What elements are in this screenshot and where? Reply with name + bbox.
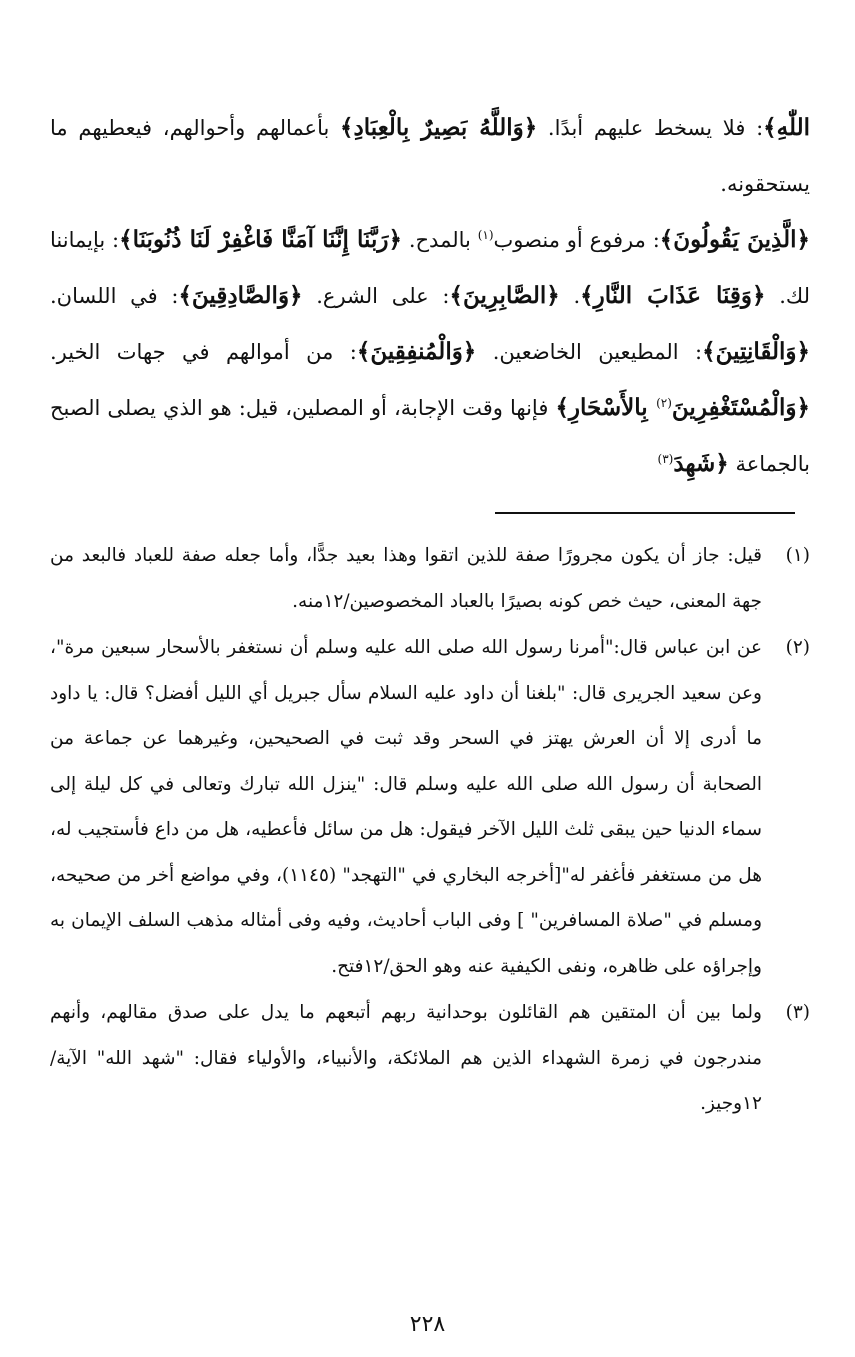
commentary-text: بأعمالهم وأحوالهم، فيعطيهم ما يستحقونه.: [50, 116, 810, 196]
quran-quote: ﴿وَالْقَانِتِينَ﴾: [702, 338, 811, 365]
footnote-text: عن ابن عباس قال:"أمرنا رسول الله صلى الله عليه وسلم أن نستغفر بالأسحار سبعين مرة"، وعن سعيد الجريرى قال: "بلغنا أن داود عليه السلام سأل جبريل أي الليل أفضل؟ قال: يا داود ما أدرى إلا أن العرش يهتز في السحر وقد ثبت في الصحيحين، وغيرهما عن جماعة من الصحابة أن رسول الله صلى الله عليه وسلم قال: "ينزل الله تبارك وتعالى في كل ليلة إلى سماء الدنيا حين يبقى ثلث الليل الآخر فيقول: هل من سائل فأعطيه، هل من داع فأستجيب له، هل من مستغفر فأغفر له"[أخرجه البخاري في "التهجد" (١١٤٥)، وفي مواضع أخر من صحيحه، ومسلم في "صلاة المسافرين" ] وفى الباب أحاديث، وفيه وفى أمثاله مذهب السلف الإيمان به وإجراؤه على ظاهره، ونفى الكيفية عنه وهو الحق/١٢فتح.: [50, 637, 762, 977]
commentary-text: : من أموالهم في جهات الخير.: [50, 340, 357, 364]
quran-quote: اللّٰهِ﴾: [763, 114, 810, 141]
quran-quote: ﴿وَالْمُنفِقِينَ﴾: [356, 338, 477, 365]
quran-quote: ﴿وَالْمُسْتَغْفِرِينَ: [671, 394, 810, 421]
footnote-item: [50, 625, 810, 989]
commentary-text: : في اللسان.: [50, 284, 179, 308]
footnote-marker: (٢): [656, 396, 672, 410]
footnote-separator: [495, 512, 795, 514]
quran-quote: ﴿شَهِدَ: [673, 450, 729, 477]
paragraph-1: [50, 100, 810, 212]
commentary-text: : على الشرع.: [302, 284, 450, 308]
quran-quote: ﴿وَاللَّهُ بَصِيرٌ بِالْعِبَادِ﴾: [340, 114, 538, 141]
quran-quote: بِالأَسْحَارِ﴾: [555, 394, 657, 421]
quran-quote: ﴿وَقِنَا عَذَابَ النَّارِ﴾: [580, 282, 766, 309]
commentary-text: : فلا يسخط عليهم أبدًا.: [537, 116, 764, 140]
commentary-text: : بإيماننا لك.: [50, 228, 810, 308]
footnote-item: [50, 533, 810, 624]
footnote-number: (١): [785, 545, 810, 566]
quran-quote: ﴿الصَّابِرِينَ﴾: [449, 282, 560, 309]
main-text: [50, 100, 810, 492]
footnotes: [50, 533, 810, 1128]
quran-quote: ﴿رَبَّنَا إِنَّنَا آمَنَّا فَاغْفِرْ لَنَا ذُنُوبَنَا﴾: [119, 226, 402, 253]
quran-quote: ﴿الَّذِينَ يَقُولُونَ﴾: [659, 226, 810, 253]
page-number: ٢٢٨: [409, 1312, 446, 1337]
quran-quote: ﴿وَالصَّادِقِينَ﴾: [178, 282, 303, 309]
footnote-marker: (١): [477, 228, 494, 242]
commentary-text: : مرفوع أو منصوب: [493, 228, 660, 252]
footnote-text: ولما بين أن المتقين هم القائلون بوحدانية ربهم أتبعهم ما يدل على صدق مقالهم، وأنهم مندرجون في زمرة الشهداء الذين هم الملائكة، والأنبياء، والأولياء فقال: "شهد الله" الآية/١٢وجيز.: [50, 1002, 762, 1114]
commentary-text: .: [559, 284, 581, 308]
commentary-text: بالمدح.: [401, 228, 478, 252]
commentary-text: : المطيعين الخاضعين.: [476, 340, 703, 364]
footnote-text: قيل: جاز أن يكون مجرورًا صفة للذين اتقوا وهذا بعيد جدًّا، وأما جعله صفة للعباد فالبعد من جهة المعنى، حيث خص كونه بصيرًا بالعباد المخصوصين/١٢منه.: [50, 545, 762, 612]
footnote-item: [50, 990, 810, 1127]
footnote-number: (٣): [785, 1002, 810, 1023]
commentary-text: فإنها وقت الإجابة، أو المصلين، قيل: هو الذي يصلى الصبح بالجماعة: [50, 396, 810, 476]
footnote-number: (٢): [785, 637, 810, 658]
paragraph-2: [50, 212, 810, 492]
footnote-marker: (٣): [657, 452, 674, 466]
